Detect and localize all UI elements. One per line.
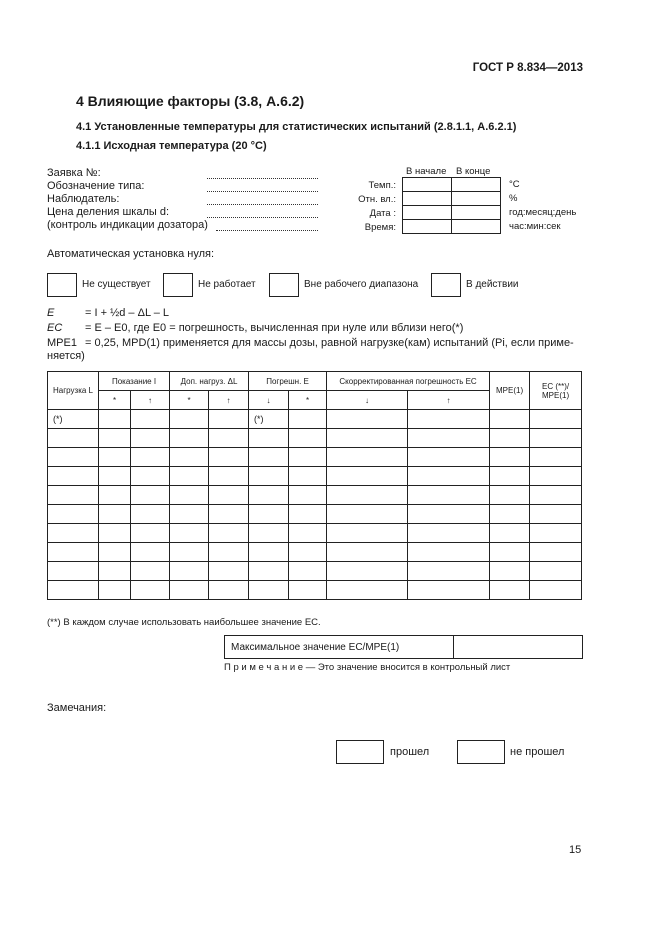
humidity-end-cell[interactable] (452, 192, 501, 206)
corrected-down-arrow: ↓ (327, 391, 408, 410)
dosing-control-label: (контроль индикации дозатора) (47, 219, 208, 231)
checkbox-not-exist[interactable] (47, 273, 77, 297)
checkbox-active[interactable] (431, 273, 461, 297)
option-active-label: В действии (466, 279, 519, 290)
table-row (48, 524, 582, 543)
formula-mpe-text: = 0,25, MPD(1) применяется для массы дозы, равной нагрузке(кам) испытаний (Pi, если приме- (85, 337, 574, 349)
section-heading: 4 Влияющие факторы (3.8, А.6.2) (76, 93, 305, 109)
formula-ec-symbol: EC (47, 322, 63, 334)
time-end-cell[interactable] (452, 220, 501, 234)
table-cell[interactable] (170, 410, 209, 429)
remarks-label: Замечания: (47, 702, 107, 714)
table-row (48, 581, 582, 600)
corrected-up-arrow: ↑ (408, 391, 490, 410)
option-not-working-label: Не работает (198, 279, 256, 290)
table-cell[interactable] (289, 410, 327, 429)
table-row (48, 505, 582, 524)
table-cell[interactable] (209, 410, 249, 429)
table-cell[interactable] (327, 410, 408, 429)
max-value-table (224, 635, 583, 659)
note-lead: П р и м е ч а н и е (224, 662, 304, 673)
humidity-unit: % (509, 193, 518, 204)
footnote: (**) В каждом случае использовать наибольшее значение EC. (47, 617, 321, 628)
reading-up-arrow: ↑ (131, 391, 170, 410)
standard-code: ГОСТ Р 8.834—2013 (472, 62, 583, 74)
failed-label: не прошел (510, 746, 565, 758)
formula-mpe-continuation: няется) (47, 350, 85, 362)
col-start-header: В начале (406, 166, 447, 177)
add-load-down-mark: * (170, 391, 209, 410)
table-cell[interactable]: (*) (48, 410, 99, 429)
table-row (48, 467, 582, 486)
passed-checkbox[interactable] (336, 740, 384, 764)
option-out-of-range-label: Вне рабочего диапазона (304, 279, 419, 290)
add-load-up-arrow: ↑ (209, 391, 249, 410)
table-cell[interactable] (530, 410, 582, 429)
page-number: 15 (569, 844, 582, 856)
formula-e-text: = I + ½d – ΔL – L (85, 307, 169, 319)
table-row (48, 562, 582, 581)
temp-start-cell[interactable] (403, 178, 452, 192)
header-mpe: MPE(1) (490, 372, 530, 410)
table-cell[interactable] (408, 410, 490, 429)
checkbox-out-of-range[interactable] (269, 273, 299, 297)
reading-down-mark: * (99, 391, 131, 410)
passed-label: прошел (390, 746, 430, 758)
header-add-load: Доп. нагруз. ΔL (170, 372, 249, 391)
observer-label: Наблюдатель: (47, 193, 120, 205)
temp-end-cell[interactable] (452, 178, 501, 192)
date-unit: год:месяц:день (509, 207, 577, 218)
formula-ec-text: = E – E0, где E0 = погрешность, вычисленная при нуле или вблизи него(*) (85, 322, 464, 334)
type-designation-label: Обозначение типа: (47, 180, 145, 192)
table-row (48, 543, 582, 562)
observer-field[interactable] (207, 195, 318, 205)
subsection-heading: 4.1 Установленные температуры для статистических испытаний (2.8.1.1, А.6.2.1) (76, 121, 517, 133)
subsubsection-heading: 4.1.1 Исходная температура (20 °С) (76, 140, 267, 152)
checkbox-not-working[interactable] (163, 273, 193, 297)
time-label: Время: (364, 222, 396, 233)
col-end-header: В конце (456, 166, 491, 177)
table-cell[interactable]: (*) (249, 410, 289, 429)
error-table (47, 371, 582, 600)
scale-division-field[interactable] (207, 208, 318, 218)
formula-mpe-symbol: MPE1 (47, 337, 77, 349)
max-value-label: Максимальное значение EC/MPE(1) (225, 636, 454, 659)
humidity-label: Отн. вл.: (358, 194, 396, 205)
type-designation-field[interactable] (207, 182, 318, 192)
header-ratio: EC (**)/ MPE(1) (530, 372, 582, 410)
date-end-cell[interactable] (452, 206, 501, 220)
dosing-control-field[interactable] (216, 221, 318, 231)
date-label: Дата : (369, 208, 396, 219)
time-start-cell[interactable] (403, 220, 452, 234)
error-up-mark: * (289, 391, 327, 410)
table-row (48, 448, 582, 467)
time-unit: час:мин:сек (509, 221, 561, 232)
table-cell[interactable] (490, 410, 530, 429)
option-not-exist-label: Не существует (82, 279, 151, 290)
date-start-cell[interactable] (403, 206, 452, 220)
max-value-field[interactable] (454, 636, 583, 659)
auto-zero-title: Автоматическая установка нуля: (47, 248, 215, 260)
header-corrected-error: Скорректированная погрешность EC (327, 372, 490, 391)
table-row (48, 486, 582, 505)
temp-unit: °С (509, 179, 520, 190)
temp-label: Темп.: (368, 180, 396, 191)
humidity-start-cell[interactable] (403, 192, 452, 206)
header-reading: Показание I (99, 372, 170, 391)
table-cell[interactable] (99, 410, 131, 429)
scale-division-label: Цена деления шкалы d: (47, 206, 169, 218)
header-load: Нагрузка L (48, 372, 99, 410)
formula-e-symbol: E (47, 307, 55, 319)
error-down-arrow: ↓ (249, 391, 289, 410)
table-cell[interactable] (131, 410, 170, 429)
conditions-grid (402, 177, 501, 234)
note-text: — Это значение вносится в контрольный лист (303, 662, 511, 673)
failed-checkbox[interactable] (457, 740, 505, 764)
application-field[interactable] (207, 169, 318, 179)
application-label: Заявка №: (47, 167, 101, 179)
header-error: Погрешн. E (249, 372, 327, 391)
table-row (48, 429, 582, 448)
